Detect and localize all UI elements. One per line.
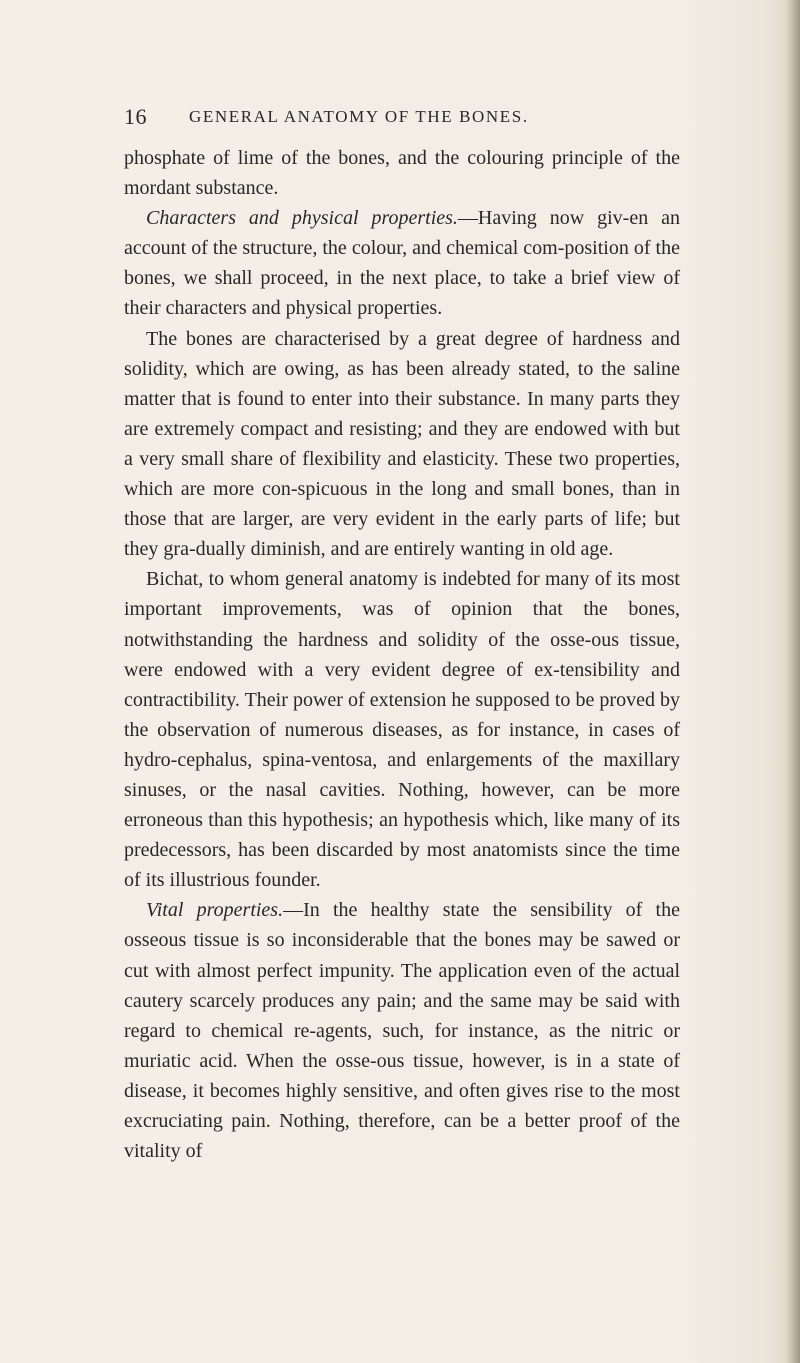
page-header xyxy=(124,104,684,134)
paragraph-characters-text: —Having now giv-en an account of the structure, the colour, and chemical com-position of the bones, we shall proceed, in the next place, to take a brief view of their characters and physical properties. xyxy=(124,207,681,320)
paragraph-hardness: The bones are characterised by a great degree of hardness and solidity, which are owing, as has been already stated, to the saline matter that is found to enter into their substance. In many parts they are extremely compact and resisting; and they are endowed with but a very small share of flexibility and elasticity. These two properties, which are more con-spicuous in the long and small bones, than in those that are larger, are very evident in the early parts of life; but they gra-dually diminish, and are entirely wanting in old age. xyxy=(124,327,680,561)
paragraph-characters xyxy=(124,203,680,323)
page-edge-shadow xyxy=(786,0,800,1363)
running-head: GENERAL ANATOMY OF THE BONES. xyxy=(189,107,529,126)
section-heading-vital: Vital properties. xyxy=(146,899,284,922)
body-text xyxy=(124,143,680,1166)
paragraph-vital xyxy=(124,895,680,1166)
paragraph-vital-text: —In the healthy state the sensibility of the osseous tissue is so inconsiderable that the bones may be sawed or cut with almost perfect impunity. The application even of the actual cautery scarcely produces any pain; and the same may be said with regard to chemical re-agents, such, for instance, as the nitric or muriatic acid. When the osse-ous tissue, however, is in a state of disease, it becomes highly sensitive, and often gives rise to the most excruciating pain. Nothing, therefore, can be a better proof of the vitality of xyxy=(124,899,680,1163)
page-number: 16 xyxy=(124,104,147,129)
paragraph-bichat: Bichat, to whom general anatomy is indebted for many of its most important improvements, was of opinion that the bones, notwithstanding the hardness and solidity of the osse-ous tissue, were endowed with a very evident degree of ex-tensibility and contractibility. Their power of extension he supposed to be proved by the observation of numerous diseases, as for instance, in cases of hydro-cephalus, spina-ventosa, and enlargements of the maxillary sinuses, or the nasal cavities. Nothing, however, can be more erroneous than this hypothesis; an hypothesis which, like many of its predecessors, has been discarded by most anatomists since the time of its illustrious founder. xyxy=(124,568,680,892)
section-heading-characters: Characters and physical properties. xyxy=(146,207,458,230)
paragraph-continuation: phosphate of lime of the bones, and the colouring principle of the mordant substance. xyxy=(124,147,680,200)
